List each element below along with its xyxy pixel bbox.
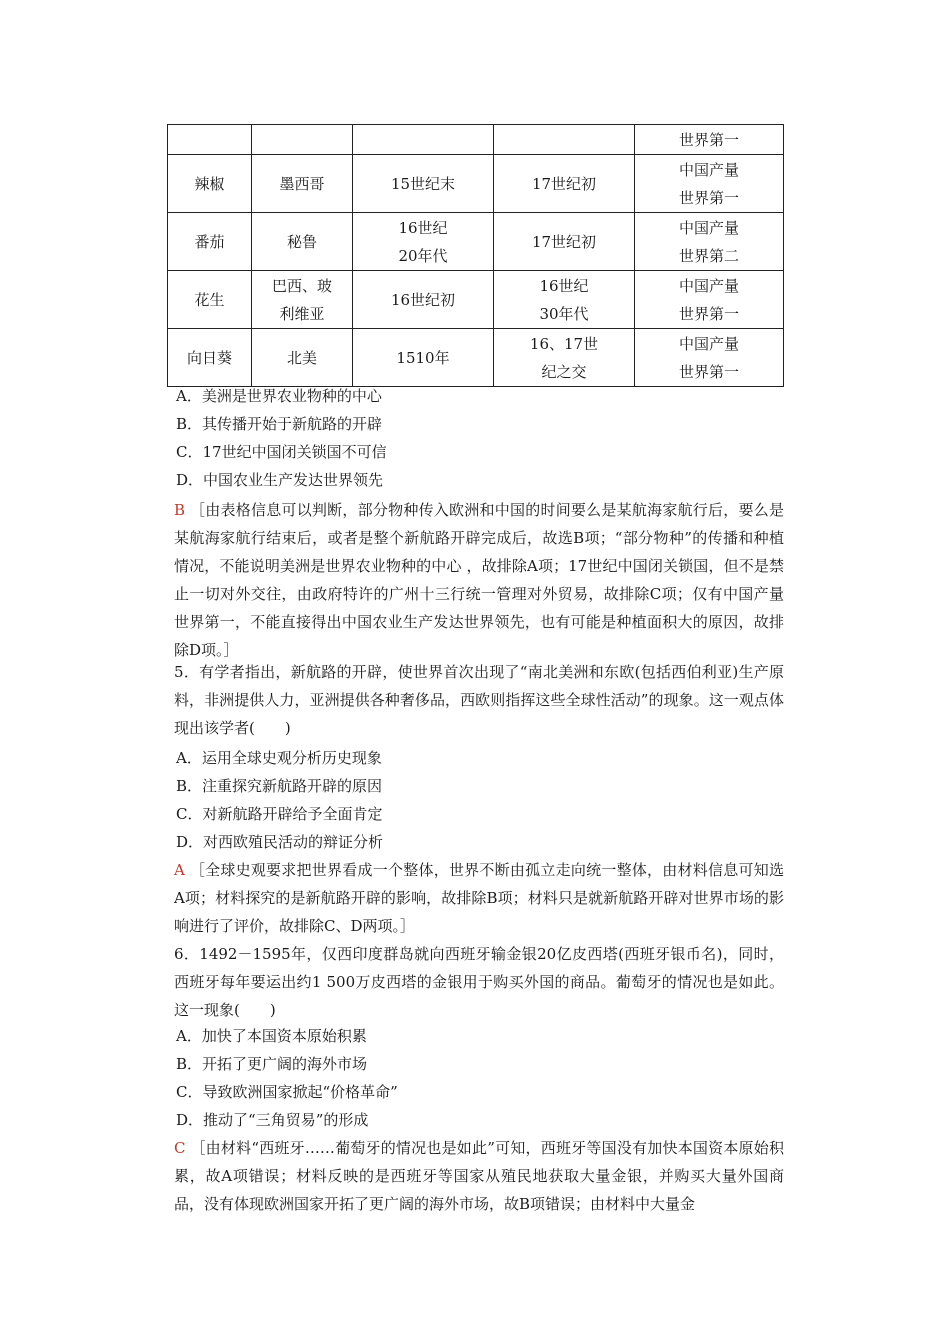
q6-option-b: B．开拓了更广阔的海外市场 xyxy=(176,1055,368,1073)
status-cell: 中国产量 世界第一 xyxy=(635,329,784,387)
q4-option-d: D．中国农业生产发达世界领先 xyxy=(176,471,384,489)
table-row xyxy=(168,213,784,271)
q6-option-d: D．推动了“三角贸易”的形成 xyxy=(176,1111,369,1129)
to-china-cell: 17世纪初 xyxy=(494,213,635,271)
q4-explanation-block xyxy=(174,496,784,664)
q6-stem: 6．1492－1595年，仅西印度群岛就向西班牙输金银20亿皮西塔(西班牙银币名)，同时，西班牙每年要运出约1 500万皮西塔的金银用于购买外国的商品。葡萄牙的情况也是如此。这一现象( ) xyxy=(174,945,784,1019)
status-cell: 中国产量 世界第一 xyxy=(635,271,784,329)
to-europe-cell: 15世纪末 xyxy=(353,155,494,213)
q6-option-c: C．导致欧洲国家掀起“价格革命” xyxy=(176,1083,398,1101)
to-europe-cell: 16世纪初 xyxy=(353,271,494,329)
to-china-cell: 16世纪 30年代 xyxy=(494,271,635,329)
table-cell xyxy=(353,125,494,155)
q4-option-c: C．17世纪中国闭关锁国不可信 xyxy=(176,443,387,461)
table-row xyxy=(168,271,784,329)
crop-name-cell: 向日葵 xyxy=(168,329,252,387)
q6-explanation-block xyxy=(174,1134,784,1218)
q5-explanation-block xyxy=(174,856,784,940)
to-china-cell: 17世纪初 xyxy=(494,155,635,213)
table-row xyxy=(168,329,784,387)
origin-cell: 巴西、玻 利维亚 xyxy=(252,271,353,329)
q5-option-c: C．对新航路开辟给予全面肯定 xyxy=(176,805,383,823)
origin-cell: 墨西哥 xyxy=(252,155,353,213)
q4-answer: B xyxy=(174,501,186,519)
table-row-partial xyxy=(168,125,784,155)
table-cell xyxy=(494,125,635,155)
q5-option-d: D．对西欧殖民活动的辩证分析 xyxy=(176,833,384,851)
crop-diffusion-table xyxy=(167,124,784,387)
to-europe-cell: 1510年 xyxy=(353,329,494,387)
crop-name-cell: 辣椒 xyxy=(168,155,252,213)
status-cell: 中国产量 世界第一 xyxy=(635,155,784,213)
q6-explanation: ［由材料“西班牙……葡萄牙的情况也是如此”可知，西班牙等国没有加快本国资本原始积累，故A项错误；材料反映的是西班牙等国家从殖民地获取大量金银，并购买大量外国商品，没有体现欧洲国家开拓了更广阔的海外市场，故B项错误；由材料中大量金 xyxy=(174,1139,784,1213)
q4-option-a: A．美洲是世界农业物种的中心 xyxy=(176,387,382,405)
to-china-cell: 16、17世 纪之交 xyxy=(494,329,635,387)
origin-cell: 秘鲁 xyxy=(252,213,353,271)
q5-option-a: A．运用全球史观分析历史现象 xyxy=(176,749,382,767)
q5-stem: 5．有学者指出，新航路的开辟，使世界首次出现了“南北美洲和东欧(包括西伯利亚)生产原料，非洲提供人力，亚洲提供各种奢侈品，西欧则指挥这些全球性活动”的现象。这一观点体现出该学者( ) xyxy=(174,663,784,737)
q6-answer: C xyxy=(174,1139,186,1157)
crop-name-cell: 花生 xyxy=(168,271,252,329)
q4-option-b: B．其传播开始于新航路的开辟 xyxy=(176,415,383,433)
table-row xyxy=(168,155,784,213)
origin-cell: 北美 xyxy=(252,329,353,387)
q5-answer: A xyxy=(174,861,185,879)
q5-option-b: B．注重探究新航路开辟的原因 xyxy=(176,777,383,795)
table-cell xyxy=(168,125,252,155)
q4-explanation: ［由表格信息可以判断，部分物种传入欧洲和中国的时间要么是某航海家航行后，要么是某航海家航行结束后，或者是整个新航路开辟完成后，故选B项；“部分物种”的传播和种植情况，不能说明美洲是世界农业物种的中心 ，故排除A项；17世纪中国闭关锁国，但不是禁止一切对外交往，由政府特许的广州十三行统一管理对外贸易，故排除C项；仅有中国产量世界第一，不能直接得出中国农业生产发达世界领先，也有可能是种植面积大的原因，故排除D项。］ xyxy=(174,501,784,659)
q6-option-a: A．加快了本国资本原始积累 xyxy=(176,1027,367,1045)
to-europe-cell: 16世纪 20年代 xyxy=(353,213,494,271)
q5-explanation: ［全球史观要求把世界看成一个整体，世界不断由孤立走向统一整体，由材料信息可知选A项；材料探究的是新航路开辟的影响，故排除B项；材料只是就新航路开辟对世界市场的影响进行了评价，故排除C、D两项。］ xyxy=(174,861,784,935)
table-cell: 世界第一 xyxy=(635,125,784,155)
table-cell xyxy=(252,125,353,155)
crop-name-cell: 番茄 xyxy=(168,213,252,271)
status-cell: 中国产量 世界第二 xyxy=(635,213,784,271)
